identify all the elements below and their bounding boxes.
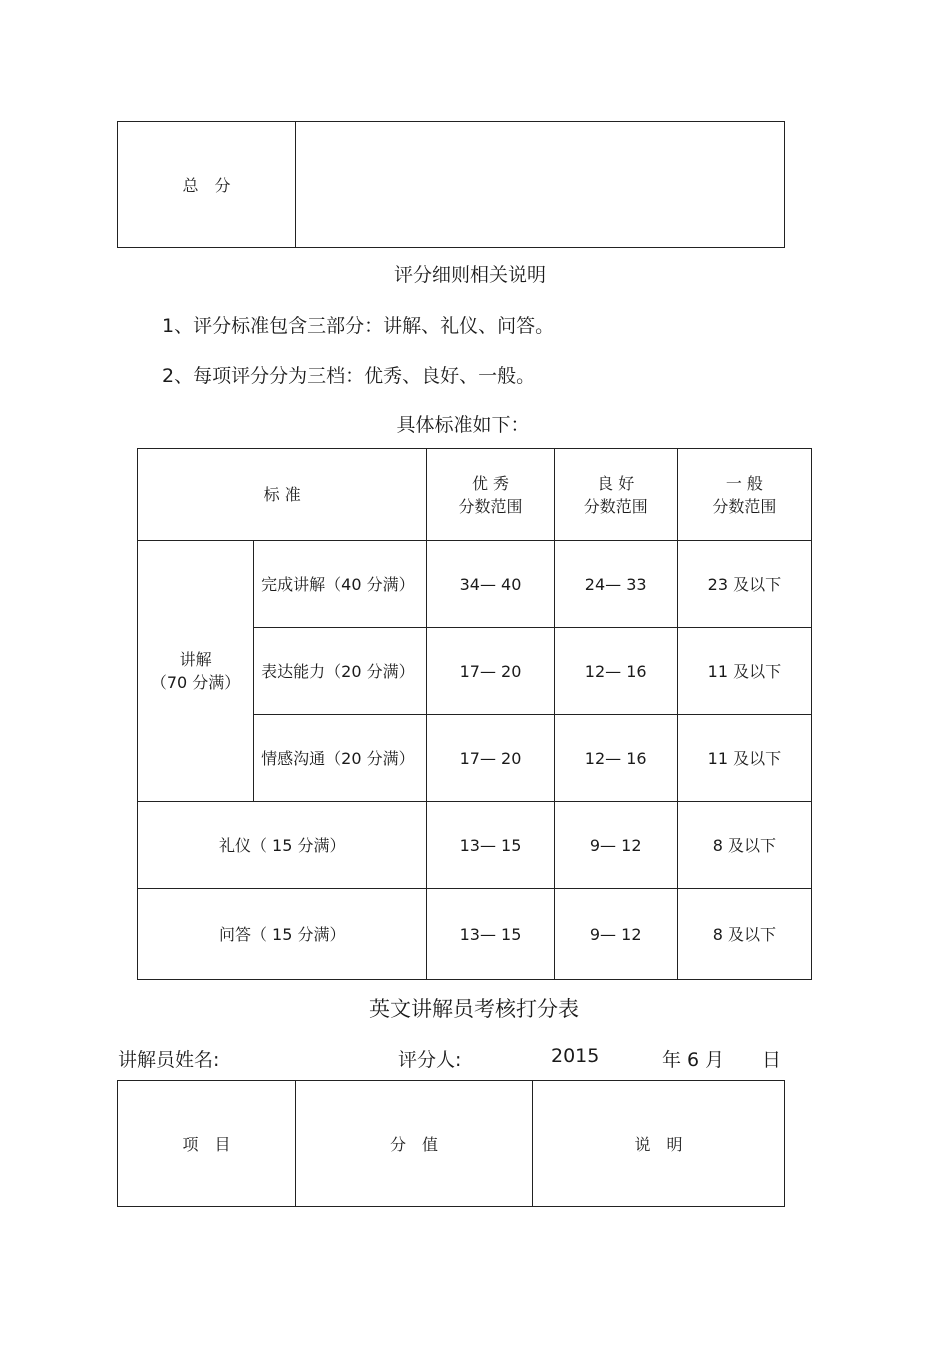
- explain-group-label: 讲解: [179, 650, 212, 669]
- column-note: 说 明: [533, 1081, 785, 1207]
- row-excellent: 13— 15: [427, 889, 554, 980]
- row-name: 礼仪（ 15 分满）: [138, 802, 427, 889]
- header-average-label: 一 般: [725, 473, 763, 493]
- items-table: [117, 1080, 785, 1207]
- scorer-label: 评分人:: [398, 1049, 462, 1071]
- row-average: 8 及以下: [677, 889, 811, 980]
- row-excellent: 17— 20: [427, 715, 554, 802]
- notes-item-1: 1、评分标准包含三部分：讲解、礼仪、问答。: [162, 315, 555, 337]
- table-row: [138, 802, 812, 889]
- row-name: 情感沟通（20 分满）: [254, 715, 427, 802]
- table-row: [138, 541, 812, 628]
- row-excellent: 34— 40: [427, 541, 554, 628]
- row-average: 11 及以下: [677, 628, 811, 715]
- column-item: 项 目: [118, 1081, 296, 1207]
- row-name: 问答（ 15 分满）: [138, 889, 427, 980]
- date-month: 年 6 月: [662, 1049, 725, 1071]
- criteria-subtitle: 具体标准如下：: [396, 414, 530, 436]
- row-excellent: 13— 15: [427, 802, 554, 889]
- total-score-table: [117, 121, 785, 248]
- explain-group-sub: （70 分满）: [150, 673, 241, 692]
- row-good: 12— 16: [554, 628, 677, 715]
- row-average: 8 及以下: [677, 802, 811, 889]
- row-good: 12— 16: [554, 715, 677, 802]
- header-good: [554, 449, 677, 541]
- row-good: 24— 33: [554, 541, 677, 628]
- row-average: 11 及以下: [677, 715, 811, 802]
- criteria-table: [137, 448, 812, 980]
- total-score-label: 总 分: [118, 122, 296, 248]
- form-title: 英文讲解员考核打分表: [369, 997, 579, 1021]
- row-name: 表达能力（20 分满）: [254, 628, 427, 715]
- row-average: 23 及以下: [677, 541, 811, 628]
- row-good: 9— 12: [554, 802, 677, 889]
- row-name: 完成讲解（40 分满）: [254, 541, 427, 628]
- explain-group-cell: [138, 541, 254, 802]
- name-label: 讲解员姓名:: [118, 1049, 220, 1071]
- header-average: [677, 449, 811, 541]
- column-score: 分 值: [296, 1081, 533, 1207]
- date-year: 2015: [551, 1045, 600, 1067]
- date-day: 日: [762, 1049, 782, 1071]
- notes-item-2: 2、每项评分分为三档：优秀、良好、一般。: [162, 365, 536, 387]
- criteria-header-row: [138, 449, 812, 541]
- header-excellent: [427, 449, 554, 541]
- notes-title: 评分细则相关说明: [393, 264, 546, 286]
- header-excellent-label: 优 秀: [471, 473, 510, 493]
- table-row: [138, 889, 812, 980]
- row-good: 9— 12: [554, 889, 677, 980]
- header-excellent-range: 分数范围: [458, 496, 523, 516]
- header-standard: 标 准: [138, 449, 427, 541]
- header-good-range: 分数范围: [583, 496, 648, 516]
- header-average-range: 分数范围: [712, 496, 777, 516]
- total-score-value: [296, 122, 785, 248]
- row-excellent: 17— 20: [427, 628, 554, 715]
- header-good-label: 良 好: [597, 473, 635, 493]
